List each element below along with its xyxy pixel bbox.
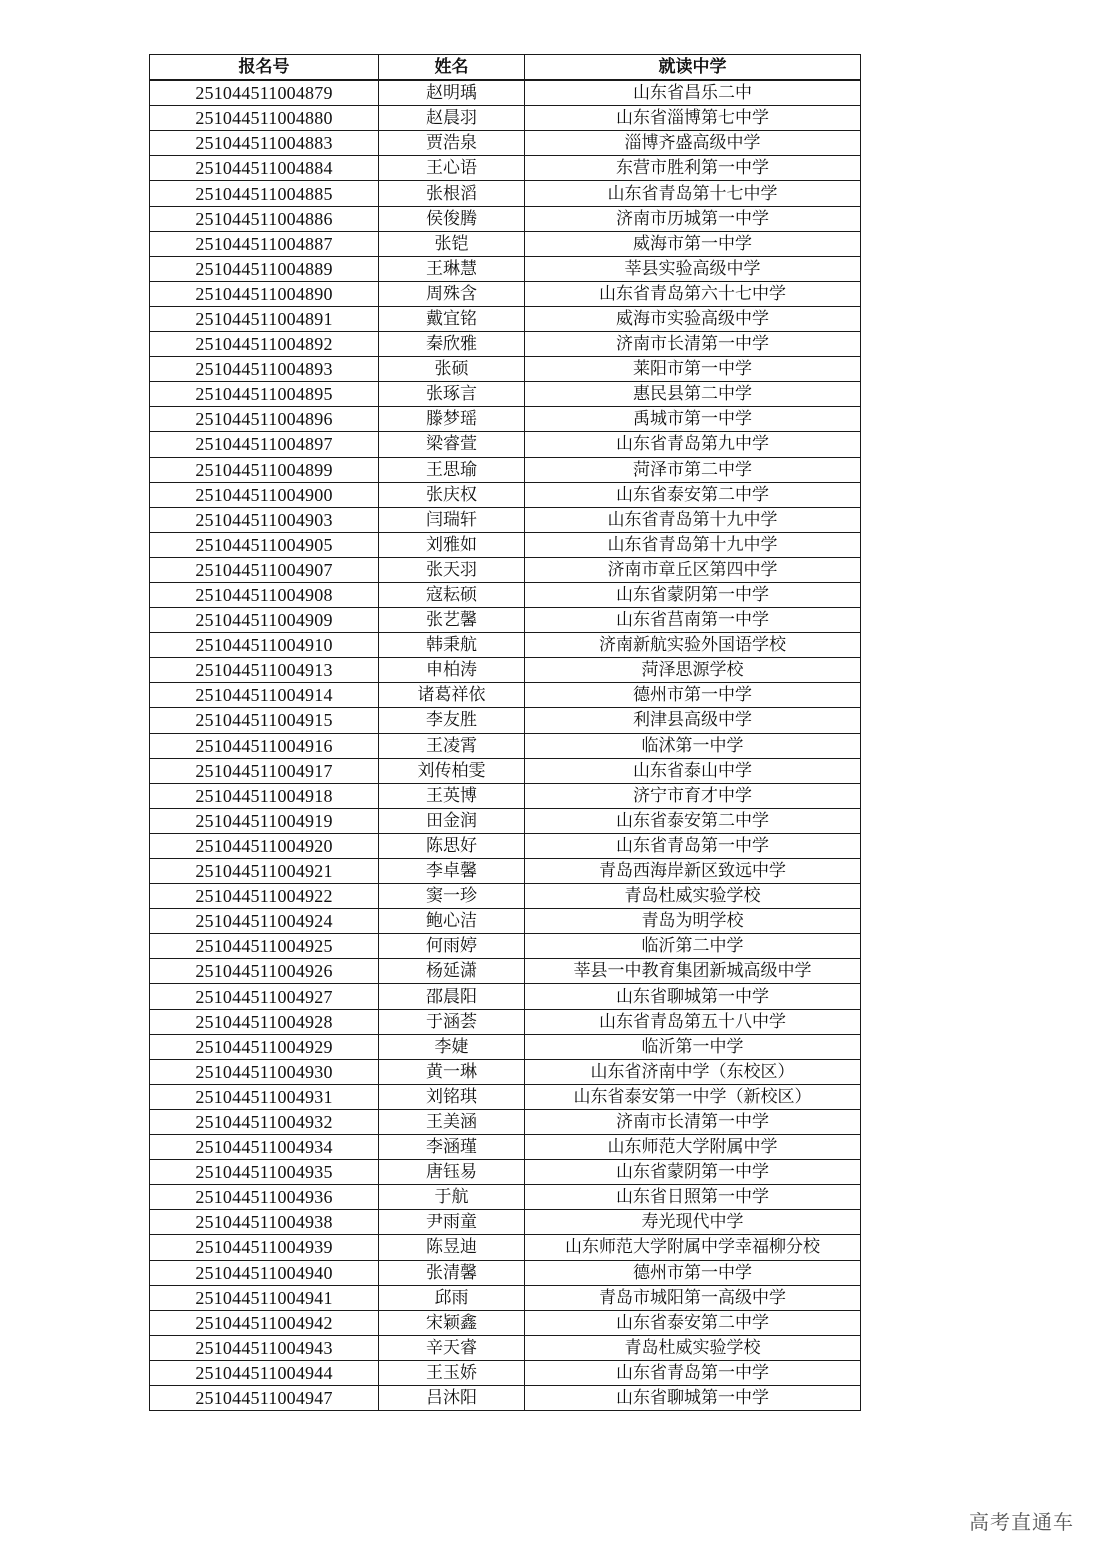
registration-number-cell: 251044511004897	[150, 432, 379, 457]
student-name-cell: 唐钰易	[379, 1160, 525, 1185]
student-name-cell: 杨延潇	[379, 959, 525, 984]
school-name-cell: 青岛市城阳第一高级中学	[525, 1285, 861, 1310]
school-name-cell: 寿光现代中学	[525, 1210, 861, 1235]
table-row	[150, 332, 861, 357]
school-name-cell: 山东省聊城第一中学	[525, 1385, 861, 1410]
student-name-cell: 赵明瑀	[379, 80, 525, 106]
school-name-cell: 山东师范大学附属中学	[525, 1135, 861, 1160]
school-name-cell: 山东省淄博第七中学	[525, 106, 861, 131]
registration-number-cell: 251044511004931	[150, 1084, 379, 1109]
table-row	[150, 382, 861, 407]
school-name-cell: 济南市章丘区第四中学	[525, 557, 861, 582]
table-row	[150, 407, 861, 432]
school-name-cell: 青岛杜威实验学校	[525, 884, 861, 909]
registration-number-cell: 251044511004927	[150, 984, 379, 1009]
table-row	[150, 1335, 861, 1360]
registration-number-cell: 251044511004895	[150, 382, 379, 407]
registration-number-cell: 251044511004910	[150, 633, 379, 658]
student-name-cell: 梁睿萱	[379, 432, 525, 457]
registration-number-cell: 251044511004908	[150, 582, 379, 607]
table-row	[150, 1160, 861, 1185]
table-row	[150, 733, 861, 758]
school-name-cell: 山东省日照第一中学	[525, 1185, 861, 1210]
table-row	[150, 1360, 861, 1385]
school-name-cell: 德州市第一中学	[525, 1260, 861, 1285]
student-name-cell: 李友胜	[379, 708, 525, 733]
registration-number-cell: 251044511004883	[150, 131, 379, 156]
registration-number-cell: 251044511004932	[150, 1109, 379, 1134]
registration-number-cell: 251044511004917	[150, 758, 379, 783]
student-name-cell: 闫瑞轩	[379, 507, 525, 532]
student-name-cell: 刘传柏雯	[379, 758, 525, 783]
registration-number-cell: 251044511004903	[150, 507, 379, 532]
registration-number-cell: 251044511004893	[150, 357, 379, 382]
student-name-cell: 吕沐阳	[379, 1385, 525, 1410]
school-name-cell: 山东省泰安第二中学	[525, 808, 861, 833]
registration-number-cell: 251044511004929	[150, 1034, 379, 1059]
header-name: 姓名	[379, 55, 525, 81]
school-name-cell: 山东省济南中学（东校区）	[525, 1059, 861, 1084]
school-name-cell: 临沭第一中学	[525, 733, 861, 758]
school-name-cell: 济宁市育才中学	[525, 783, 861, 808]
table-row	[150, 532, 861, 557]
table-row	[150, 231, 861, 256]
student-name-cell: 于涵荟	[379, 1009, 525, 1034]
registration-number-cell: 251044511004943	[150, 1335, 379, 1360]
student-name-cell: 田金润	[379, 808, 525, 833]
header-school: 就读中学	[525, 55, 861, 81]
school-name-cell: 青岛为明学校	[525, 909, 861, 934]
student-name-cell: 刘雅如	[379, 532, 525, 557]
school-name-cell: 山东省青岛第十九中学	[525, 532, 861, 557]
school-name-cell: 临沂第二中学	[525, 934, 861, 959]
registration-number-cell: 251044511004916	[150, 733, 379, 758]
student-name-cell: 刘铭琪	[379, 1084, 525, 1109]
registration-number-cell: 251044511004891	[150, 306, 379, 331]
school-name-cell: 山东省泰安第二中学	[525, 482, 861, 507]
school-name-cell: 济南市长清第一中学	[525, 1109, 861, 1134]
table-row	[150, 683, 861, 708]
registration-number-cell: 251044511004914	[150, 683, 379, 708]
student-name-cell: 张庆权	[379, 482, 525, 507]
registration-number-cell: 251044511004934	[150, 1135, 379, 1160]
school-name-cell: 济南新航实验外国语学校	[525, 633, 861, 658]
school-name-cell: 山东省泰安第二中学	[525, 1310, 861, 1335]
watermark-text: 高考直通车	[969, 1510, 1074, 1534]
registration-number-cell: 251044511004907	[150, 557, 379, 582]
table-row	[150, 859, 861, 884]
table-row	[150, 1109, 861, 1134]
student-name-cell: 王英博	[379, 783, 525, 808]
student-name-cell: 赵晨羽	[379, 106, 525, 131]
student-name-cell: 张清馨	[379, 1260, 525, 1285]
student-name-cell: 尹雨童	[379, 1210, 525, 1235]
school-name-cell: 菏泽市第二中学	[525, 457, 861, 482]
school-name-cell: 山东省蒙阴第一中学	[525, 1160, 861, 1185]
student-name-cell: 王凌霄	[379, 733, 525, 758]
table-row	[150, 758, 861, 783]
table-row	[150, 833, 861, 858]
registration-number-cell: 251044511004936	[150, 1185, 379, 1210]
registration-number-cell: 251044511004930	[150, 1059, 379, 1084]
table-row	[150, 808, 861, 833]
registration-number-cell: 251044511004884	[150, 156, 379, 181]
table-row	[150, 256, 861, 281]
table-row	[150, 582, 861, 607]
school-name-cell: 惠民县第二中学	[525, 382, 861, 407]
registration-number-cell: 251044511004941	[150, 1285, 379, 1310]
school-name-cell: 山东省青岛第十七中学	[525, 181, 861, 206]
school-name-cell: 山东省青岛第五十八中学	[525, 1009, 861, 1034]
registration-number-cell: 251044511004926	[150, 959, 379, 984]
student-name-cell: 寇耘硕	[379, 582, 525, 607]
table-row	[150, 206, 861, 231]
table-row	[150, 1059, 861, 1084]
header-registration-number: 报名号	[150, 55, 379, 81]
student-name-cell: 李卓馨	[379, 859, 525, 884]
school-name-cell: 山东省泰山中学	[525, 758, 861, 783]
school-name-cell: 淄博齐盛高级中学	[525, 131, 861, 156]
table-row	[150, 909, 861, 934]
registration-number-cell: 251044511004889	[150, 256, 379, 281]
table-row	[150, 708, 861, 733]
table-row	[150, 357, 861, 382]
table-row	[150, 306, 861, 331]
table-row	[150, 432, 861, 457]
registration-number-cell: 251044511004905	[150, 532, 379, 557]
table-row	[150, 959, 861, 984]
registration-number-cell: 251044511004913	[150, 658, 379, 683]
registration-number-cell: 251044511004890	[150, 281, 379, 306]
school-name-cell: 青岛西海岸新区致远中学	[525, 859, 861, 884]
registration-number-cell: 251044511004920	[150, 833, 379, 858]
table-row	[150, 1285, 861, 1310]
school-name-cell: 青岛杜威实验学校	[525, 1335, 861, 1360]
student-name-cell: 邵晨阳	[379, 984, 525, 1009]
table-row	[150, 884, 861, 909]
registration-number-cell: 251044511004900	[150, 482, 379, 507]
table-row	[150, 633, 861, 658]
school-name-cell: 山东师范大学附属中学幸福柳分校	[525, 1235, 861, 1260]
registration-number-cell: 251044511004924	[150, 909, 379, 934]
student-name-cell: 侯俊腾	[379, 206, 525, 231]
registration-number-cell: 251044511004909	[150, 608, 379, 633]
school-name-cell: 山东省青岛第一中学	[525, 1360, 861, 1385]
school-name-cell: 莘县实验高级中学	[525, 256, 861, 281]
registration-number-cell: 251044511004935	[150, 1160, 379, 1185]
table-row	[150, 1084, 861, 1109]
table-row	[150, 1210, 861, 1235]
student-name-cell: 戴宜铭	[379, 306, 525, 331]
student-name-cell: 滕梦瑶	[379, 407, 525, 432]
student-name-cell: 韩秉航	[379, 633, 525, 658]
registration-number-cell: 251044511004880	[150, 106, 379, 131]
registration-number-cell: 251044511004921	[150, 859, 379, 884]
table-row	[150, 1185, 861, 1210]
school-name-cell: 山东省蒙阴第一中学	[525, 582, 861, 607]
table-row	[150, 507, 861, 532]
student-name-cell: 王思瑜	[379, 457, 525, 482]
school-name-cell: 禹城市第一中学	[525, 407, 861, 432]
school-name-cell: 威海市第一中学	[525, 231, 861, 256]
table-header	[150, 55, 861, 81]
table-row	[150, 1034, 861, 1059]
student-name-cell: 张琢言	[379, 382, 525, 407]
registration-number-cell: 251044511004925	[150, 934, 379, 959]
table-row	[150, 1235, 861, 1260]
table-row	[150, 608, 861, 633]
registration-number-cell: 251044511004922	[150, 884, 379, 909]
school-name-cell: 莱阳市第一中学	[525, 357, 861, 382]
student-name-cell: 黄一琳	[379, 1059, 525, 1084]
registration-number-cell: 251044511004885	[150, 181, 379, 206]
table-row	[150, 156, 861, 181]
registration-number-cell: 251044511004940	[150, 1260, 379, 1285]
student-name-cell: 张天羽	[379, 557, 525, 582]
student-name-cell: 李涵瑾	[379, 1135, 525, 1160]
table-row	[150, 783, 861, 808]
school-name-cell: 济南市历城第一中学	[525, 206, 861, 231]
table-row	[150, 482, 861, 507]
header-row	[150, 55, 861, 81]
registration-number-cell: 251044511004942	[150, 1310, 379, 1335]
student-name-cell: 王心语	[379, 156, 525, 181]
student-name-cell: 张铠	[379, 231, 525, 256]
student-name-cell: 宋颖鑫	[379, 1310, 525, 1335]
student-name-cell: 诸葛祥依	[379, 683, 525, 708]
table-row	[150, 658, 861, 683]
table-body	[150, 80, 861, 1410]
table-row	[150, 281, 861, 306]
school-name-cell: 德州市第一中学	[525, 683, 861, 708]
registration-number-cell: 251044511004928	[150, 1009, 379, 1034]
registration-number-cell: 251044511004887	[150, 231, 379, 256]
registration-number-cell: 251044511004939	[150, 1235, 379, 1260]
school-name-cell: 山东省泰安第一中学（新校区）	[525, 1084, 861, 1109]
student-name-cell: 王玉娇	[379, 1360, 525, 1385]
table-row	[150, 1009, 861, 1034]
table-row	[150, 557, 861, 582]
registration-number-cell: 251044511004896	[150, 407, 379, 432]
registration-number-cell: 251044511004915	[150, 708, 379, 733]
student-name-cell: 周殊含	[379, 281, 525, 306]
table-row	[150, 181, 861, 206]
student-name-cell: 李婕	[379, 1034, 525, 1059]
table-row	[150, 106, 861, 131]
student-name-cell: 陈思好	[379, 833, 525, 858]
table-row	[150, 131, 861, 156]
school-name-cell: 临沂第一中学	[525, 1034, 861, 1059]
school-name-cell: 山东省昌乐二中	[525, 80, 861, 106]
student-name-cell: 秦欣雅	[379, 332, 525, 357]
school-name-cell: 山东省聊城第一中学	[525, 984, 861, 1009]
table-row	[150, 1385, 861, 1410]
table-row	[150, 984, 861, 1009]
school-name-cell: 山东省青岛第一中学	[525, 833, 861, 858]
student-name-cell: 于航	[379, 1185, 525, 1210]
registration-number-cell: 251044511004947	[150, 1385, 379, 1410]
table-row	[150, 1310, 861, 1335]
student-name-cell: 王琳慧	[379, 256, 525, 281]
registration-number-cell: 251044511004944	[150, 1360, 379, 1385]
school-name-cell: 济南市长清第一中学	[525, 332, 861, 357]
school-name-cell: 山东省青岛第六十七中学	[525, 281, 861, 306]
student-name-cell: 张根滔	[379, 181, 525, 206]
registration-number-cell: 251044511004879	[150, 80, 379, 106]
table-row	[150, 934, 861, 959]
registration-number-cell: 251044511004918	[150, 783, 379, 808]
student-name-cell: 张硕	[379, 357, 525, 382]
school-name-cell: 威海市实验高级中学	[525, 306, 861, 331]
school-name-cell: 利津县高级中学	[525, 708, 861, 733]
school-name-cell: 菏泽思源学校	[525, 658, 861, 683]
table-row	[150, 1135, 861, 1160]
school-name-cell: 东营市胜利第一中学	[525, 156, 861, 181]
school-name-cell: 山东省青岛第十九中学	[525, 507, 861, 532]
registration-number-cell: 251044511004886	[150, 206, 379, 231]
student-name-cell: 邱雨	[379, 1285, 525, 1310]
student-name-cell: 陈昱迪	[379, 1235, 525, 1260]
table-row	[150, 1260, 861, 1285]
student-name-cell: 贾浩泉	[379, 131, 525, 156]
student-name-cell: 张艺馨	[379, 608, 525, 633]
student-name-cell: 王美涵	[379, 1109, 525, 1134]
student-name-cell: 鲍心洁	[379, 909, 525, 934]
registration-number-cell: 251044511004899	[150, 457, 379, 482]
registration-number-cell: 251044511004938	[150, 1210, 379, 1235]
student-name-cell: 何雨婷	[379, 934, 525, 959]
table-row	[150, 80, 861, 106]
school-name-cell: 山东省莒南第一中学	[525, 608, 861, 633]
student-name-cell: 辛天睿	[379, 1335, 525, 1360]
registration-number-cell: 251044511004892	[150, 332, 379, 357]
registration-number-cell: 251044511004919	[150, 808, 379, 833]
registration-table	[149, 54, 861, 1411]
table-row	[150, 457, 861, 482]
school-name-cell: 山东省青岛第九中学	[525, 432, 861, 457]
student-name-cell: 窦一珍	[379, 884, 525, 909]
school-name-cell: 莘县一中教育集团新城高级中学	[525, 959, 861, 984]
student-name-cell: 申柏涛	[379, 658, 525, 683]
